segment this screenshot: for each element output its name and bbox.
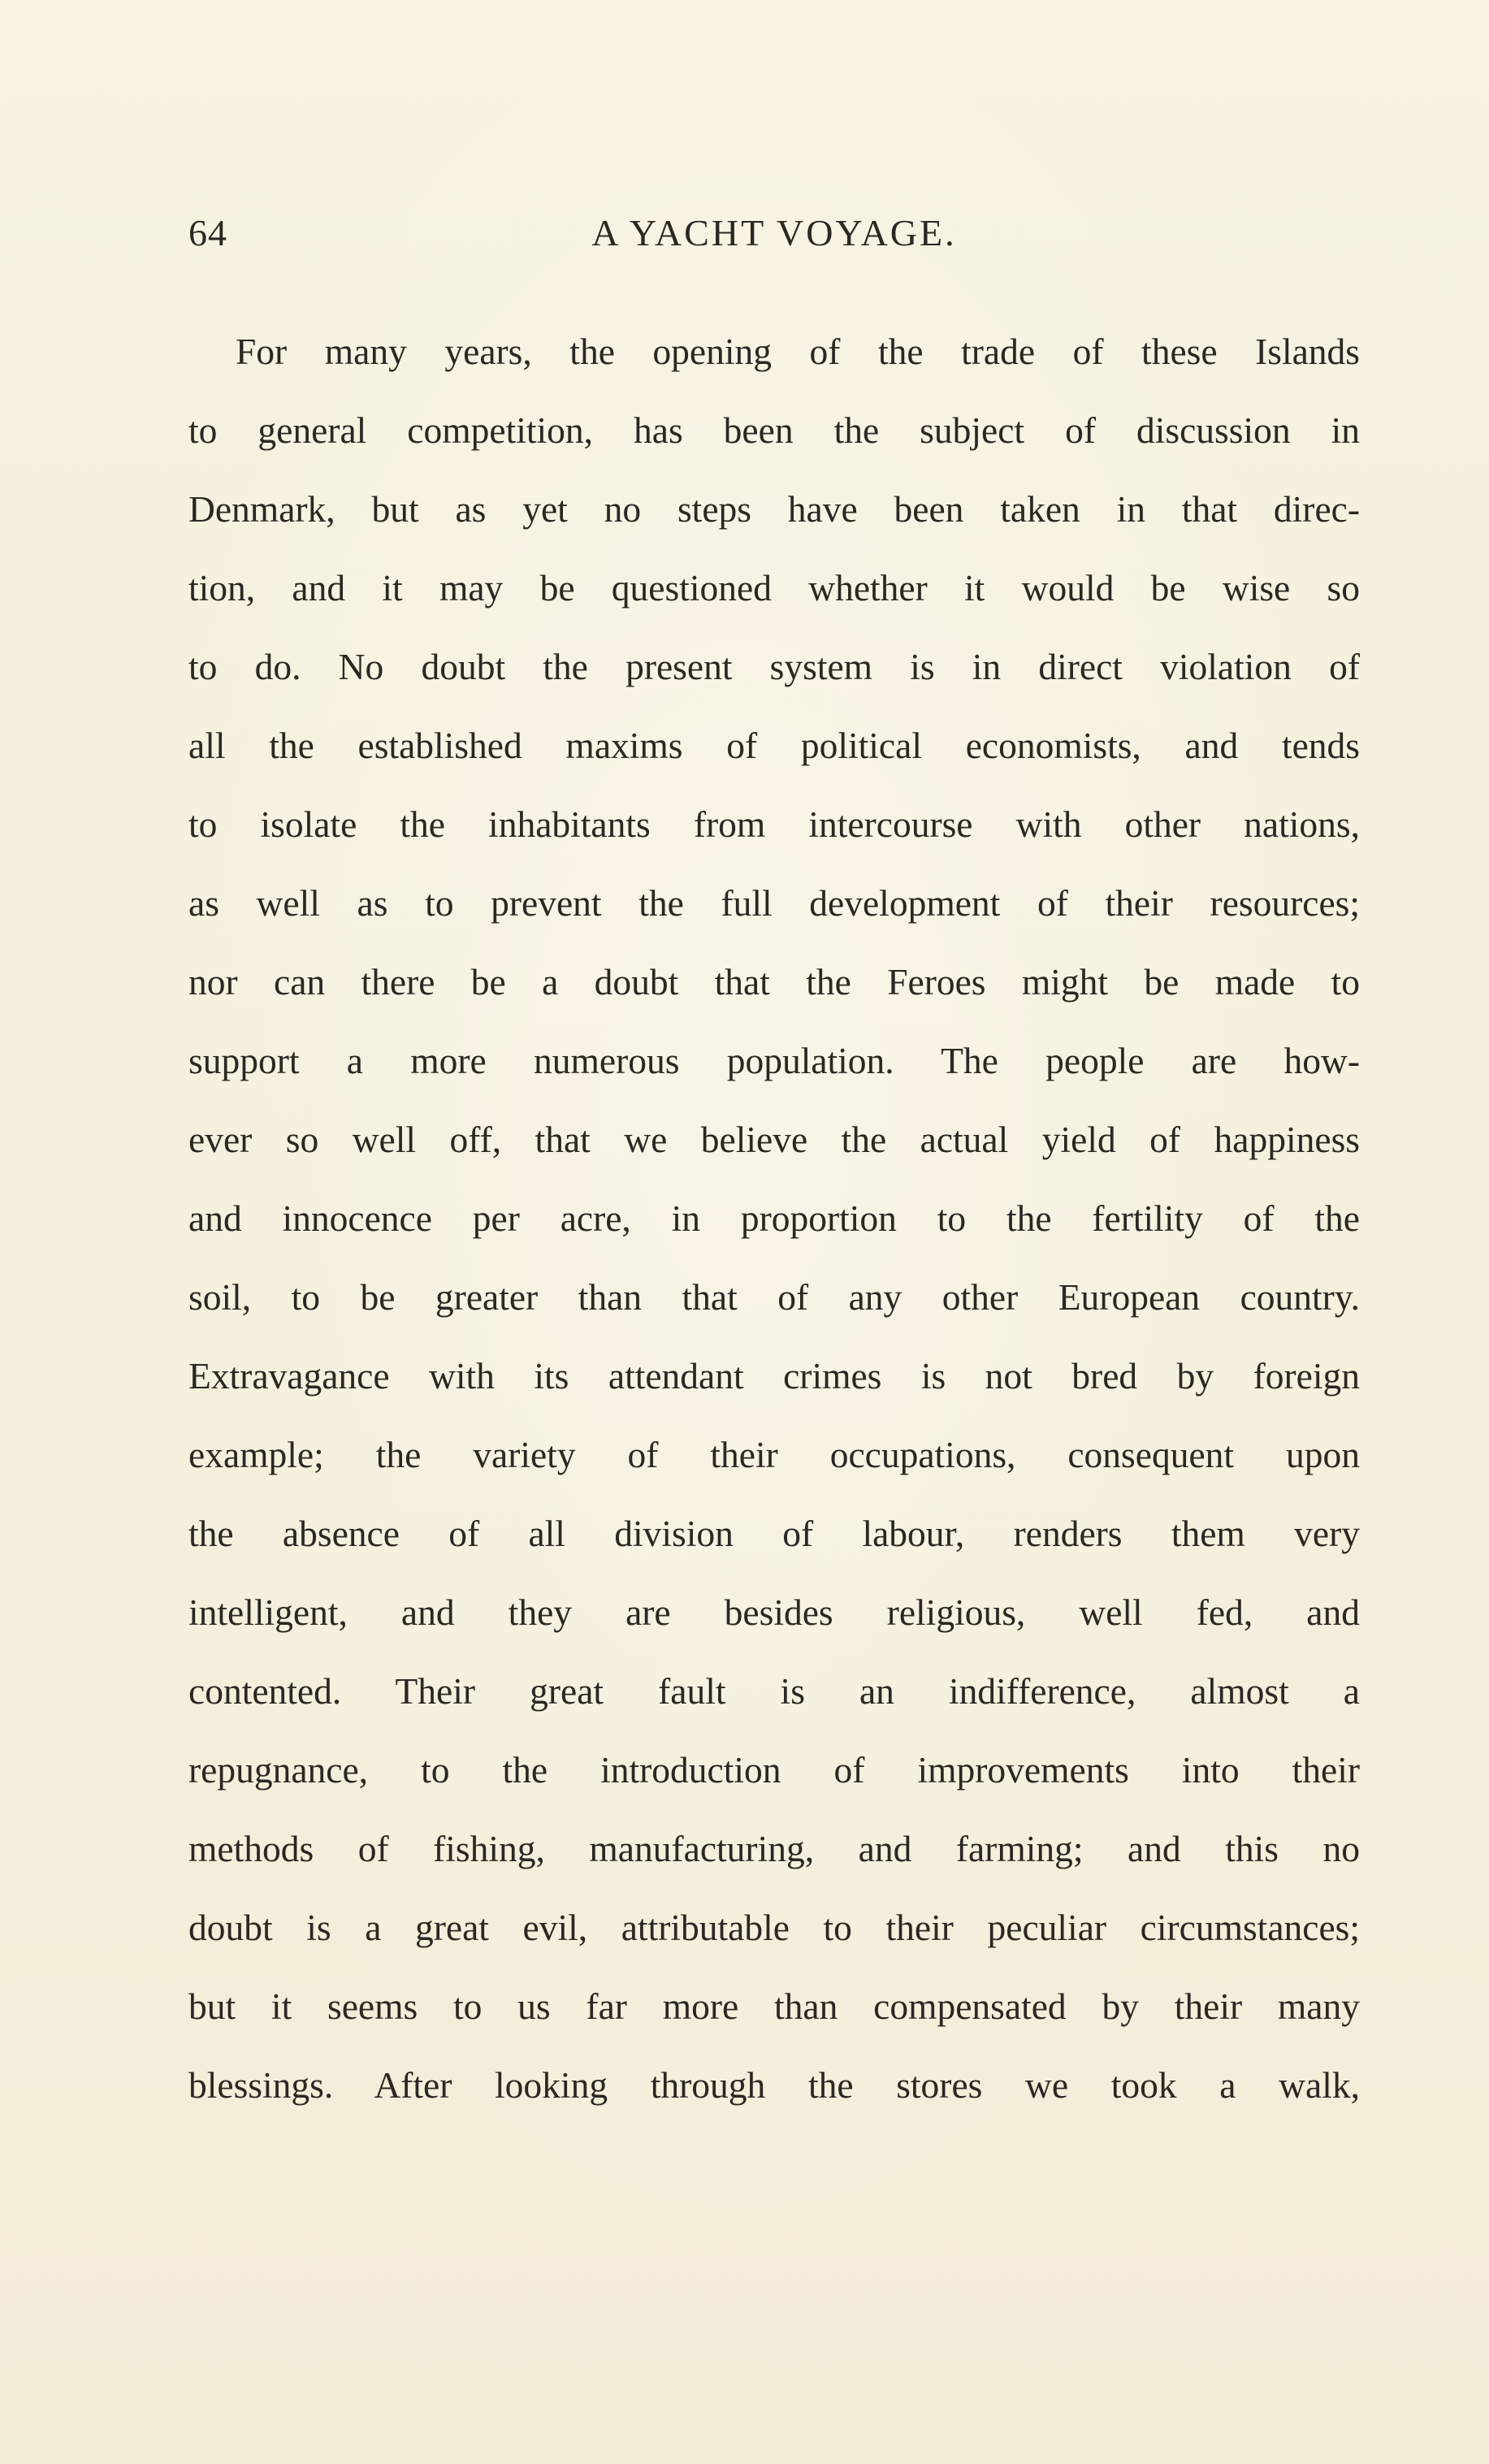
text-line: soil, to be greater than that of any other European country.	[188, 1276, 1360, 1318]
text-line: to do. No doubt the present system is in direct violation of	[188, 646, 1360, 687]
text-line: intelligent, and they are besides religious, well fed, and	[188, 1591, 1360, 1633]
body-text	[188, 323, 1360, 2136]
text-line: methods of fishing, manufacturing, and farming; and this no	[188, 1828, 1360, 1869]
text-line: to general competition, has been the subject of discussion in	[188, 409, 1360, 451]
text-line: but it seems to us far more than compensated by their many	[188, 1985, 1360, 2027]
text-line: nor can there be a doubt that the Feroes might be made to	[188, 961, 1360, 1002]
text-line: all the established maxims of political economists, and tends	[188, 725, 1360, 766]
text-line: repugnance, to the introduction of improvements into their	[188, 1749, 1360, 1791]
running-title: A YACHT VOYAGE.	[591, 212, 957, 253]
page-number: 64	[188, 212, 227, 253]
text-line: doubt is a great evil, attributable to their peculiar circumstances;	[188, 1907, 1360, 1948]
text-line: support a more numerous population. The people are how-	[188, 1040, 1360, 1081]
text-line: the absence of all division of labour, renders them very	[188, 1513, 1360, 1554]
text-line: tion, and it may be questioned whether it would be wise so	[188, 567, 1360, 608]
text-line: and innocence per acre, in proportion to the fertility of the	[188, 1197, 1360, 1239]
text-line: example; the variety of their occupations, consequent upon	[188, 1434, 1360, 1475]
text-line: contented. Their great fault is an indifference, almost a	[188, 1670, 1360, 1712]
text-line: ever so well off, that we believe the actual yield of happiness	[188, 1119, 1360, 1160]
text-line: Denmark, but as yet no steps have been taken in that direc-	[188, 488, 1360, 530]
text-line: to isolate the inhabitants from intercourse with other nations,	[188, 803, 1360, 845]
text-line: Extravagance with its attendant crimes is not bred by foreign	[188, 1355, 1360, 1397]
running-head	[188, 205, 1360, 262]
text-line: blessings. After looking through the stores we took a walk,	[188, 2064, 1360, 2106]
text-line: For many years, the opening of the trade of these Islands	[236, 331, 1360, 372]
text-line: as well as to prevent the full development of their resources;	[188, 882, 1360, 924]
